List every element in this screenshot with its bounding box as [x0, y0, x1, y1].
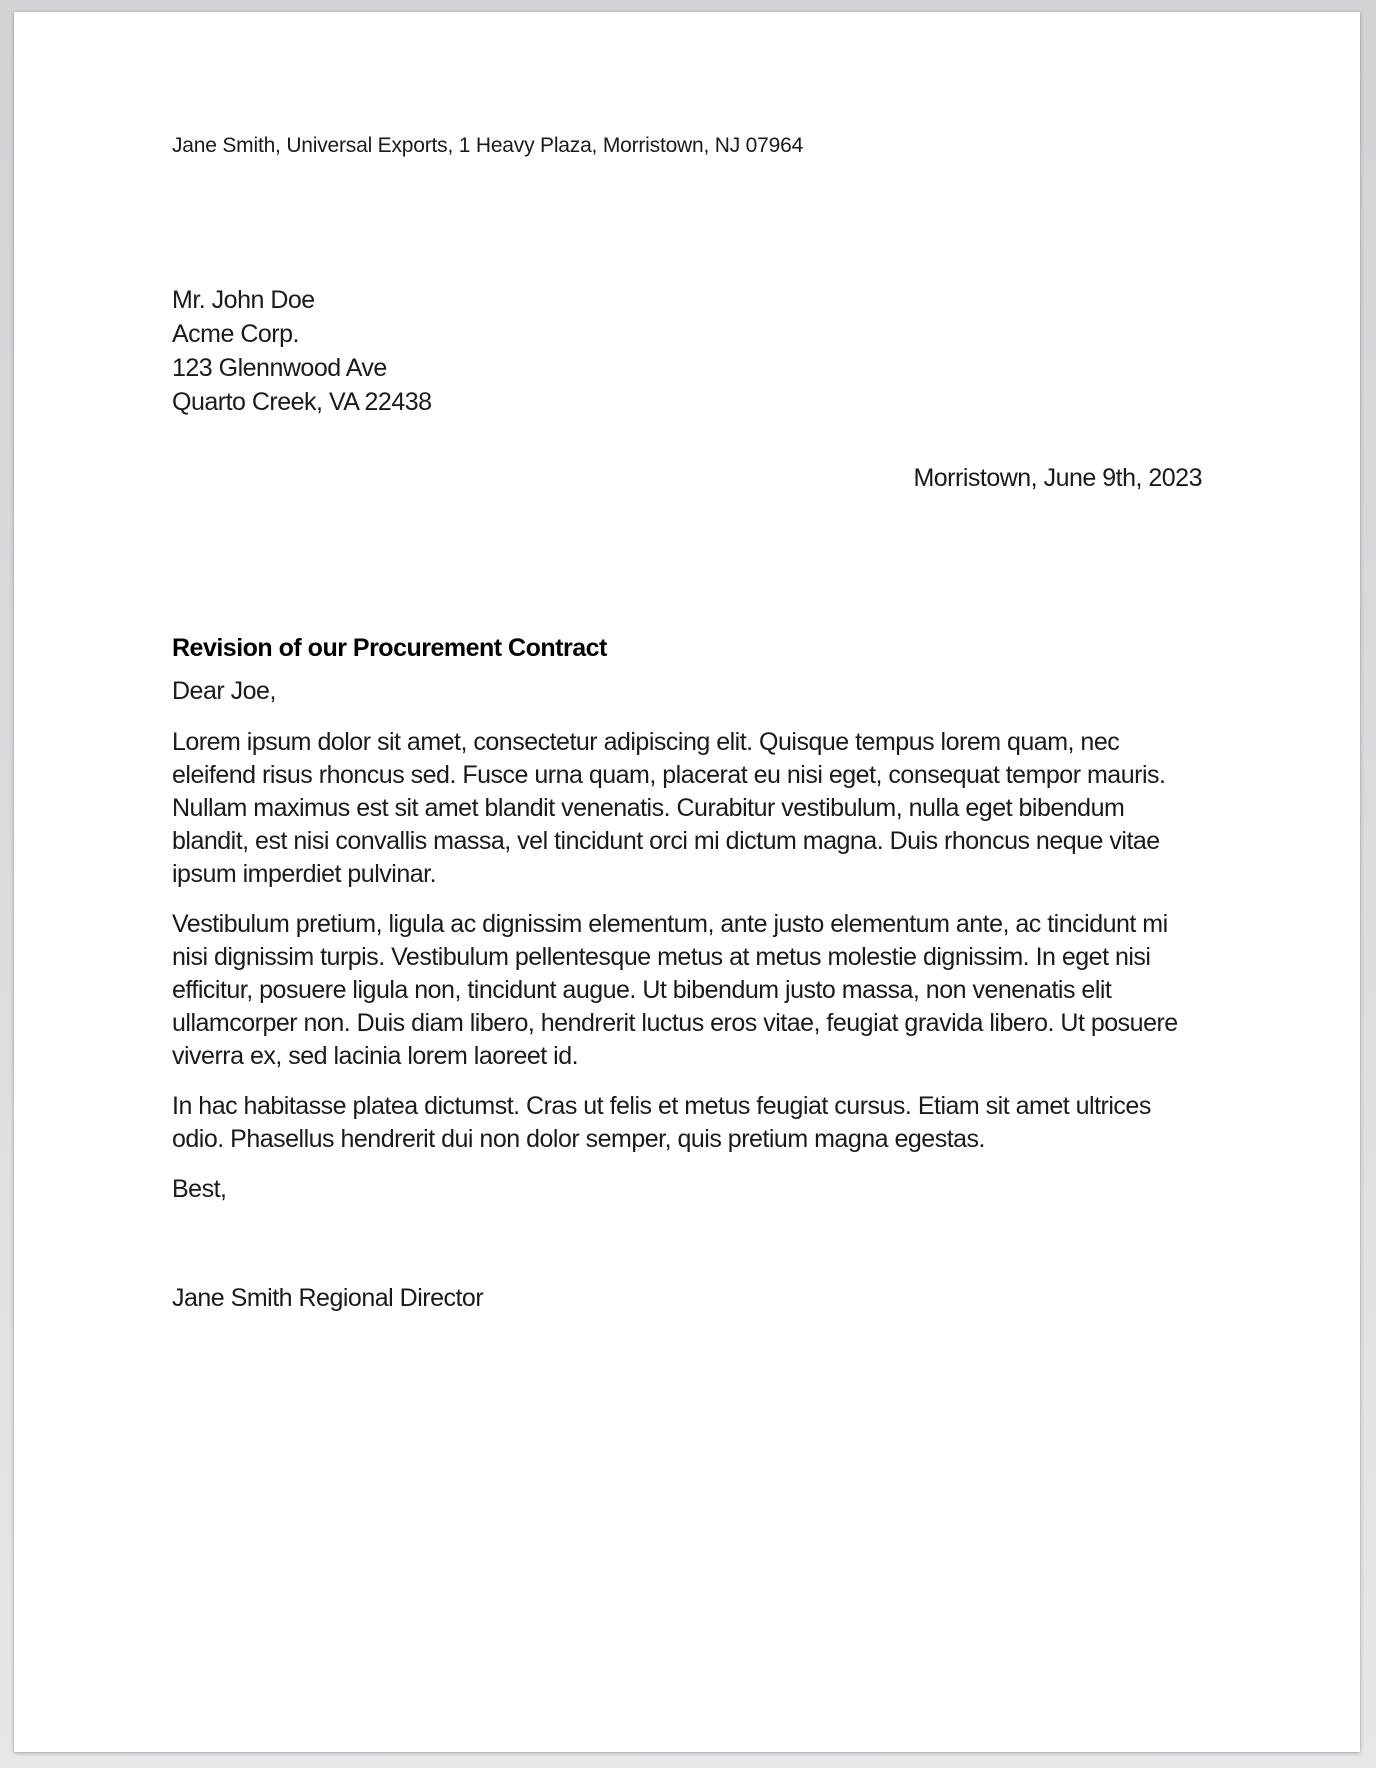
recipient-name: Mr. John Doe — [172, 286, 315, 314]
recipient-city-state-zip: Quarto Creek, VA 22438 — [172, 388, 432, 416]
recipient-address-block — [172, 283, 1202, 419]
subject-line: Revision of our Procurement Contract — [172, 634, 607, 662]
signature-line: Jane Smith Regional Director — [172, 1284, 484, 1312]
salutation: Dear Joe, — [172, 677, 276, 705]
recipient-street: 123 Glennwood Ave — [172, 354, 387, 382]
sender-address-line: Jane Smith, Universal Exports, 1 Heavy Plaza, Morristown, NJ 07964 — [172, 134, 804, 157]
letter-content — [172, 133, 1202, 1315]
closing-line: Best, — [172, 1175, 227, 1203]
body-paragraph-1: Lorem ipsum dolor sit amet, consectetur adipiscing elit. Quisque tempus lorem quam, nec eleifend risus rhoncus sed. Fusce urna quam, placerat eu nisi eget, consequat tempor mauris. Nullam maximus est sit amet blandit venenatis. Curabitur vestibulum, nulla eget bibendum blandit, est nisi convallis massa, vel tincidunt orci mi dictum magna. Duis rhoncus neque vitae ipsum imperdiet pulvinar. — [172, 728, 1166, 888]
letter-page — [14, 12, 1360, 1752]
body-paragraph-2: Vestibulum pretium, ligula ac dignissim elementum, ante justo elementum ante, ac tincidunt mi nisi dignissim turpis. Vestibulum pellentesque metus at metus molestie dignissim. In eget nisi efficitur, posuere ligula non, tincidunt augue. Ut bibendum justo massa, non venenatis elit ullamcorper non. Duis diam libero, hendrerit luctus eros vitae, feugiat gravida libero. Ut posuere viverra ex, sed lacinia lorem laoreet id. — [172, 910, 1178, 1070]
body-paragraph-3: In hac habitasse platea dictumst. Cras ut felis et metus feugiat cursus. Etiam sit amet ultrices odio. Phasellus hendrerit dui non dolor semper, quis pretium magna egestas. — [172, 1092, 1151, 1153]
recipient-company: Acme Corp. — [172, 320, 299, 348]
date-line: Morristown, June 9th, 2023 — [913, 464, 1202, 492]
